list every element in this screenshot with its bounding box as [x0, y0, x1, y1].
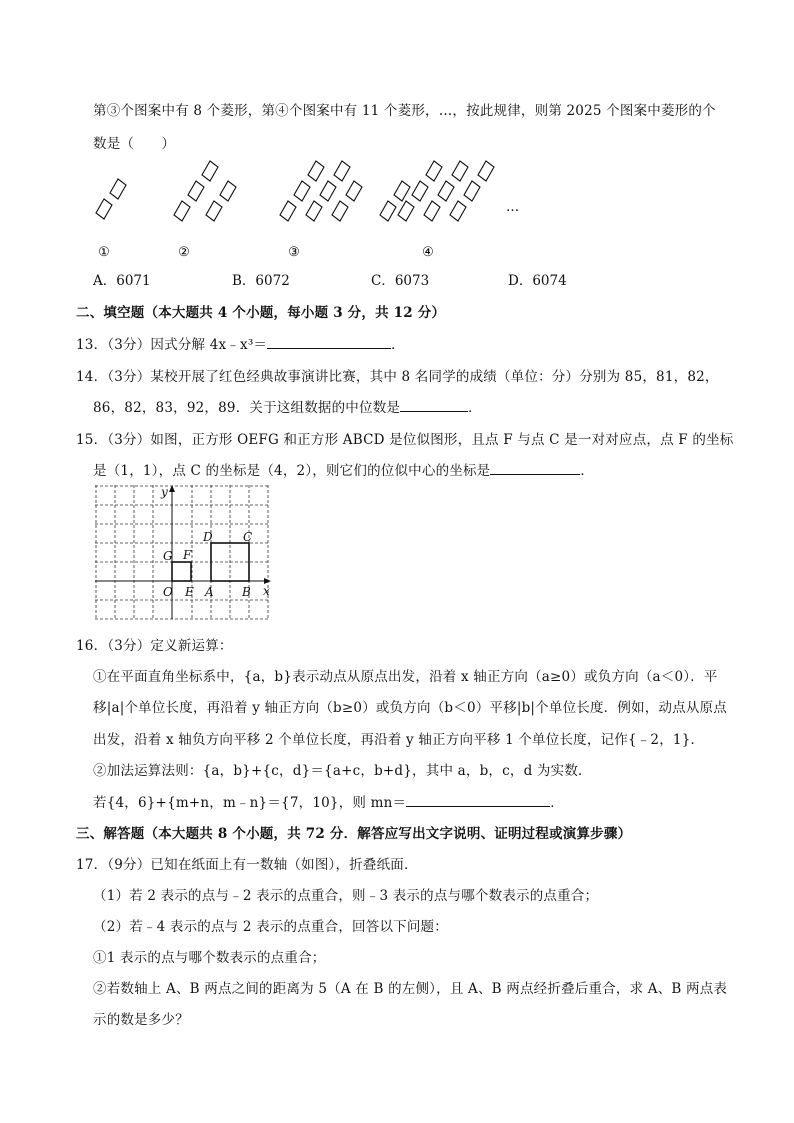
q12-option-a[interactable]: A．6071	[93, 273, 151, 289]
q15-line2: 是（1，1），点 C 的坐标是（4，2），则它们的位似中心的坐标是	[93, 463, 491, 479]
q15-line2-wrap	[93, 459, 594, 479]
similar-squares-figure	[95, 485, 273, 623]
pattern-1	[96, 179, 126, 219]
q16-answer-blank[interactable]	[406, 794, 550, 807]
q13-answer-blank[interactable]	[267, 336, 391, 349]
q12-line2: 数是（ ）	[93, 136, 176, 152]
q17-line1: 17．（9分）已知在纸面上有一数轴（如图），折叠纸面．	[76, 857, 418, 873]
pattern-label-1: ①	[98, 245, 110, 260]
y-axis-arrow	[169, 485, 175, 492]
pattern-label-4: ④	[422, 245, 434, 260]
q15-answer-blank[interactable]	[490, 462, 580, 475]
q16-line6-wrap	[93, 791, 564, 811]
q16-line6: 若{4，6}+{m+n，m﹣n}＝{7，10}，则 mn＝	[93, 795, 407, 811]
q14-answer-blank[interactable]	[400, 399, 468, 412]
section3-title: 三、解答题（本大题共 8 个小题，共 72 分．解答应写出文字说明、证明过程或演算步骤）	[76, 826, 632, 842]
q12-option-c[interactable]: C．6073	[371, 273, 430, 289]
q13-end: ．	[391, 337, 405, 353]
q15-end: ．	[580, 463, 595, 479]
q13-text: 13．（3分）因式分解 4x﹣x³＝	[76, 337, 268, 353]
q16-line2: ①在平面直角坐标系中，{a，b}表示动点从原点出发，沿着 x 轴正方向（a≥0）或负方向（a＜0）．平	[93, 669, 718, 685]
q17-line4: ①1 表示的点与哪个数表示的点重合；	[93, 950, 326, 966]
label-y: y	[161, 485, 168, 499]
q15-line1: 15．（3分）如图，正方形 OEFG 和正方形 ABCD 是位似图形，且点 F 与点 C 是一对对应点，点 F 的坐标	[76, 432, 734, 448]
q16-line4: 出发，沿着 x 轴负方向平移 2 个单位长度，再沿着 y 轴正方向平移 1 个单位长度，记作{﹣2，1}．	[93, 732, 705, 748]
pattern-2	[174, 161, 236, 221]
q16-end: ．	[550, 795, 564, 811]
q16-line5: ②加法运算法则：{a，b}+{c，d}＝{a+c，b+d}，其中 a，b，c，d 为实数．	[93, 763, 592, 779]
q16-line3: 移|a|个单位长度，再沿着 y 轴正方向（b≥0）或负方向（b＜0）平移|b|个单位长度．例如，动点从原点	[93, 700, 727, 716]
q14-end: ．	[468, 400, 482, 416]
q13	[76, 333, 405, 353]
label-B: B	[242, 585, 251, 599]
q12-option-b[interactable]: B．6072	[232, 273, 290, 289]
label-O: O	[163, 585, 173, 599]
q17-line3: （2）若﹣4 表示的点与 2 表示的点重合，回答以下问题：	[93, 919, 448, 935]
q14-line1: 14．（3分）某校开展了红色经典故事演讲比赛，其中 8 名同学的成绩（单位：分）分别为 85，81，82，	[76, 369, 719, 385]
pattern-3	[280, 161, 362, 221]
q17-line2: （1）若 2 表示的点与﹣2 表示的点重合，则﹣3 表示的点与哪个数表示的点重合；	[93, 888, 599, 904]
q14-line2-wrap	[93, 396, 482, 416]
label-C: C	[243, 530, 253, 544]
rhombus-pattern-figure	[88, 155, 528, 265]
q16-line1: 16．（3分）定义新运算：	[76, 638, 233, 654]
label-G: G	[163, 549, 173, 563]
section2-title: 二、填空题（本大题共 4 个小题，每小题 3 分，共 12 分）	[76, 305, 446, 321]
label-E: E	[185, 585, 194, 599]
label-x: x	[263, 584, 270, 598]
pattern-label-3: ③	[288, 245, 300, 260]
pattern-4	[380, 161, 494, 221]
q12-option-d[interactable]: D．6074	[508, 273, 567, 289]
label-A: A	[205, 585, 214, 599]
q12-line1: 第③个图案中有 8 个菱形，第④个图案中有 11 个菱形，…，按此规律，则第 2025 个图案中菱形的个	[93, 103, 716, 119]
pattern-label-2: ②	[178, 245, 190, 260]
square-oefg	[172, 562, 191, 581]
label-F: F	[183, 548, 192, 562]
q17-line5: ②若数轴上 A、B 两点之间的距离为 5（A 在 B 的左侧），且 A、B 两点经折叠后重合，求 A、B 两点表	[93, 981, 728, 997]
q17-line6: 示的数是多少？	[93, 1012, 189, 1028]
q14-line2: 86，82，83，92，89．关于这组数据的中位数是	[93, 400, 401, 416]
label-D: D	[203, 530, 213, 544]
pattern-ellipsis: …	[506, 200, 519, 215]
